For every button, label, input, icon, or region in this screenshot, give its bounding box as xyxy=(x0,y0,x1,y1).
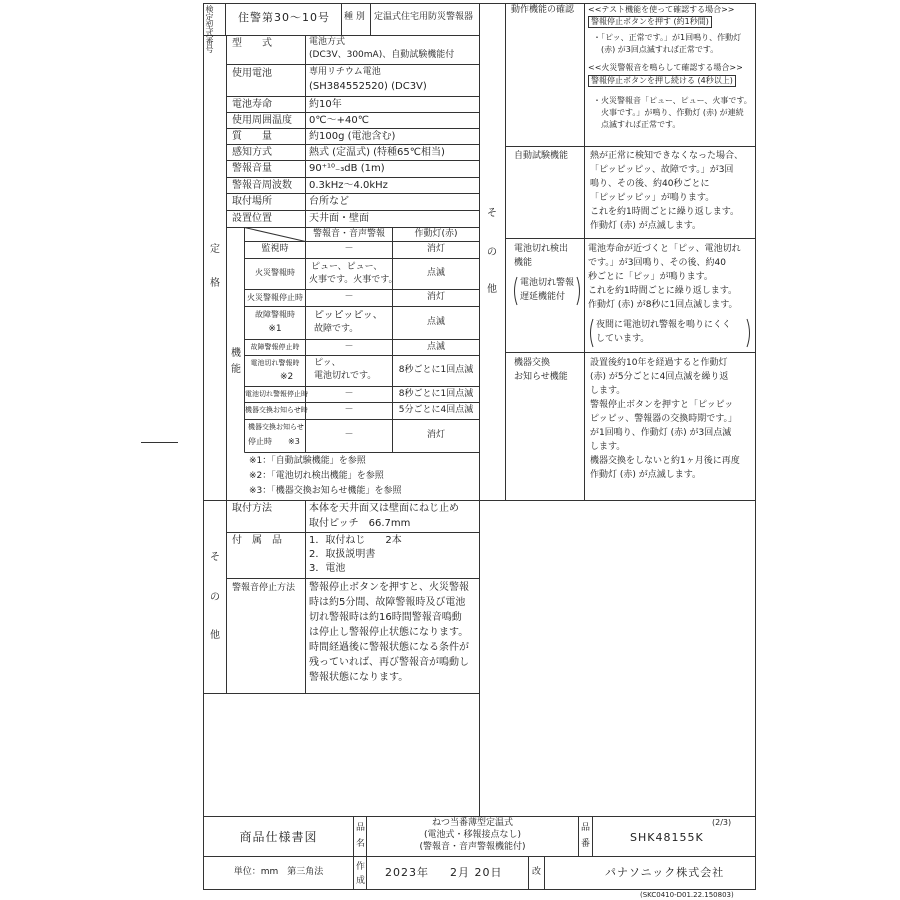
doc-title: 商品仕様書図 xyxy=(239,830,318,844)
other-value: は停止し警報停止状態になります。 xyxy=(309,627,469,638)
func-row-name: 電池切れ警報時 xyxy=(250,359,300,367)
func-row-sound: － xyxy=(344,389,354,399)
replace-desc: (赤) が5分ごとに4回点滅を繰り返 xyxy=(590,372,729,382)
replace-desc: します。 xyxy=(590,442,626,452)
betsu-value: 定温式住宅用防災警報器 xyxy=(374,12,474,22)
spec-label: 警報音量 xyxy=(232,163,272,174)
func-header-lamp: 作動灯(赤) xyxy=(414,229,458,239)
other-value: 警報停止ボタンを押すと、火災警報 xyxy=(309,582,469,593)
auto-desc: 熱が正常に検知できなくなった場合、 xyxy=(590,151,744,161)
func-note: ※3：「機器交換お知らせ機能」を参照 xyxy=(249,486,402,496)
saku-label: 成 xyxy=(356,876,366,886)
other-value: 3．電池 xyxy=(309,563,346,574)
other-value: 時間経過後に警報状態になる条件が xyxy=(309,642,469,653)
func-row-name: 機器交換お知らせ時 xyxy=(245,406,308,414)
spec-value: 台所など xyxy=(309,196,349,207)
func-row-name: 故障警報時 xyxy=(255,310,295,319)
other-value: 警報状態になります。 xyxy=(309,672,409,683)
date-year: 2023年 xyxy=(385,866,429,879)
model-number: SHK48155K xyxy=(630,831,704,844)
unit-label: 単位：mm 第三角法 xyxy=(233,867,324,877)
check-fire-desc: ・火災警報音「ピュー、ピュー、火事です。 xyxy=(593,96,752,105)
check-fire-desc: 点滅すれば正常です。 xyxy=(593,120,681,129)
spec-value: 熱式 (定温式) (特種65℃相当) xyxy=(309,147,445,158)
spec-value: 専用リチウム電池 xyxy=(309,67,381,77)
other-label: 取付方法 xyxy=(232,503,272,514)
func-row-sound: ピュー、ピュー、 xyxy=(311,262,383,272)
auto-desc: 「ピッピッピッ」が鳴ります。 xyxy=(590,193,715,203)
func-row-lamp: 消灯 xyxy=(426,292,445,302)
func-row-name: 監視時 xyxy=(261,244,289,254)
replace-desc: ピッピッ、警報器の交換時期です。」 xyxy=(590,414,738,424)
func-side-label-1: 機 xyxy=(231,348,241,359)
func-row-sound: － xyxy=(344,430,354,440)
func-header-sound: 警報音・音声警報 xyxy=(312,229,385,239)
battery-note: しています。 xyxy=(596,334,650,344)
check-test-desc: ・「ピッ、正常です。」が1回鳴り、作動灯 xyxy=(593,33,742,42)
func-row-name: 火災警報停止時 xyxy=(247,293,303,302)
spec-value: 電池方式 xyxy=(309,37,346,47)
func-row-sound: 火事です。火事です。 xyxy=(309,275,398,285)
battery-sub: 遅延機能付 xyxy=(520,292,566,302)
footer-code: (SKC0410-D01.22.150803) xyxy=(640,891,734,899)
other-left-label-2: の xyxy=(210,592,220,603)
spec-label: 警報音周波数 xyxy=(232,180,292,191)
product-name: (警報音・音声警報機能付) xyxy=(419,842,526,852)
func-row-sound: － xyxy=(344,292,354,302)
replace-desc: 警報停止ボタンを押すと「ピッピッ xyxy=(590,400,734,410)
page-number: (2/3) xyxy=(712,818,732,827)
other-label: 付 属 品 xyxy=(232,535,282,546)
right-section-label-1: そ xyxy=(487,208,497,219)
func-row-lamp: 8秒ごとに1回点滅 xyxy=(398,365,474,375)
other-value: 切れ警報時は約16時間警報音鳴動 xyxy=(309,612,462,623)
corner-label: 検定型式番号 xyxy=(205,5,214,53)
auto-desc: 作動灯 (赤) が点滅します。 xyxy=(590,221,702,231)
replace-desc: 機器交換をしないと約1ヶ月後に再度 xyxy=(590,456,740,466)
battery-desc: これを約1時間ごとに繰り返します。 xyxy=(588,286,738,296)
func-row-lamp: 点滅 xyxy=(426,342,445,352)
other-left-label-1: そ xyxy=(210,552,220,563)
kai-label: 改 xyxy=(532,867,542,877)
section-label-teikaku-1: 定 xyxy=(210,244,220,255)
other-label: 警報音停止方法 xyxy=(232,583,296,593)
other-value: 取付ピッチ 66.7mm xyxy=(309,518,411,529)
func-note: ※1：「自動試験機能」を参照 xyxy=(249,456,366,466)
battery-desc: 秒ごとに「ピッ」が鳴ります。 xyxy=(588,272,713,282)
check-label: 動作機能の確認 xyxy=(511,5,575,15)
spec-value: (DC3V、300mA)、自動試験機能付 xyxy=(309,50,455,60)
func-row-sound: － xyxy=(344,405,354,415)
other-value: 1．取付ねじ 2本 xyxy=(309,535,402,546)
func-row-name: 火災警報時 xyxy=(255,268,295,277)
func-row-lamp: 消灯 xyxy=(426,430,445,440)
spec-label: 質 量 xyxy=(232,131,272,142)
func-row-sound: ピッピッピッ、 xyxy=(314,310,383,321)
check-test-box: 警報停止ボタンを押す (約1秒間) xyxy=(588,16,712,28)
check-test-head: <<テスト機能を使って確認する場合>> xyxy=(588,5,735,14)
battery-desc: 電池寿命が近づくと「ピッ、電池切れ xyxy=(588,244,741,254)
betsu-label: 種 別 xyxy=(344,12,365,22)
other-value: 2．取扱説明書 xyxy=(309,549,376,560)
check-test-desc: (赤) が3回点滅すれば正常です。 xyxy=(593,45,719,54)
check-fire-desc: 火事です。」が鳴り、作動灯 (赤) が連続 xyxy=(593,108,744,117)
replace-label: お知らせ機能 xyxy=(514,372,568,382)
spec-value: 0.3kHz～4.0kHz xyxy=(309,180,388,191)
hin-label: 品 xyxy=(356,823,366,833)
replace-desc: 設置後約10年を経過すると作動灯 xyxy=(590,358,728,368)
spec-label: 電池寿命 xyxy=(232,99,272,110)
other-value: 時は約5分間、故障警報時及び電池 xyxy=(309,597,466,608)
replace-desc: 作動灯 (赤) が点滅します。 xyxy=(590,470,702,480)
spec-value: (SH384552520) (DC3V) xyxy=(309,81,427,92)
replace-label: 機器交換 xyxy=(514,358,551,368)
func-row-name: 停止時 ※3 xyxy=(248,437,300,446)
battery-desc: です。」が3回鳴り、その後、約40 xyxy=(588,258,726,268)
check-fire-box: 警報停止ボタンを押し続ける (4秒以上) xyxy=(588,75,736,87)
date-month-day: 2月 20日 xyxy=(450,866,503,879)
right-section-label-2: の xyxy=(487,247,497,258)
kentei-code: 住警第30～10号 xyxy=(238,11,330,24)
spec-value: 0℃～+40℃ xyxy=(309,115,369,126)
spec-value: 約100g (電池含む) xyxy=(309,131,396,142)
func-row-lamp: 5分ごとに4回点滅 xyxy=(398,405,474,415)
auto-desc: 「ピッピッピッ、故障です。」が3回 xyxy=(590,165,734,175)
other-value: 残っていれば、再び警報音が鳴動し xyxy=(309,657,469,668)
battery-note: 夜間に電池切れ警報を鳴りにくく xyxy=(596,320,732,330)
func-row-lamp: 点滅 xyxy=(426,268,445,278)
saku-label: 作 xyxy=(356,862,366,872)
section-label-teikaku-2: 格 xyxy=(210,278,220,289)
other-value: 本体を天井面又は壁面にねじ止め xyxy=(309,503,459,514)
auto-label: 自動試験機能 xyxy=(514,151,569,161)
replace-desc: します。 xyxy=(590,386,626,396)
battery-desc: 作動灯 (赤) が8秒に1回点滅します。 xyxy=(588,300,738,310)
spec-value: 約10年 xyxy=(309,99,342,110)
spec-label: 設置位置 xyxy=(232,213,272,224)
product-name: ねつ当番薄型定温式 xyxy=(431,818,513,828)
ban-label: 番 xyxy=(581,839,591,849)
ban-label: 品 xyxy=(581,823,591,833)
replace-desc: が1回鳴り、作動灯 (赤) が3回点滅 xyxy=(590,428,732,438)
func-row-lamp: 消灯 xyxy=(426,244,445,254)
check-fire-head: <<火災警報音を鳴らして確認する場合>> xyxy=(588,63,743,72)
spec-value: 天井面・壁面 xyxy=(309,213,369,224)
func-row-sound: － xyxy=(344,244,354,254)
other-left-label-3: 他 xyxy=(210,630,220,641)
func-row-sound: 電池切れです。 xyxy=(314,371,377,381)
func-row-sound: ピッ、 xyxy=(314,358,341,368)
func-row-lamp: 点滅 xyxy=(426,317,445,327)
battery-label: 電池切れ検出 xyxy=(514,244,569,254)
spec-label: 使用電池 xyxy=(232,68,272,79)
auto-desc: 鳴り、その後、約40秒ごとに xyxy=(590,179,710,189)
auto-desc: これを約1時間ごとに繰り返します。 xyxy=(590,207,740,217)
func-row-sound: 故障です。 xyxy=(314,324,359,334)
func-row-sound: － xyxy=(344,342,354,352)
func-side-label-2: 能 xyxy=(231,364,241,375)
hin-label: 名 xyxy=(356,839,366,849)
func-row-name: ※2 xyxy=(280,372,294,382)
func-row-name: 故障警報停止時 xyxy=(250,343,300,351)
spec-label: 取付場所 xyxy=(232,196,272,207)
battery-sub: 電池切れ警報 xyxy=(520,278,575,288)
company-name: パナソニック株式会社 xyxy=(605,866,725,879)
func-note: ※2：「電池切れ検出機能」を参照 xyxy=(249,471,384,481)
spec-label: 使用周囲温度 xyxy=(232,115,292,126)
product-name: (電池式・移報接点なし) xyxy=(423,830,522,840)
func-row-lamp: 8秒ごとに1回点滅 xyxy=(398,389,474,399)
spec-label: 型 式 xyxy=(232,38,272,49)
func-row-name: 機器交換お知らせ xyxy=(248,423,304,431)
func-row-name: 電池切れ警報停止時 xyxy=(245,390,308,398)
func-row-name: ※1 xyxy=(268,324,282,334)
spec-label: 感知方式 xyxy=(232,147,272,158)
battery-label: 機能 xyxy=(514,258,533,268)
right-section-label-3: 他 xyxy=(487,284,497,295)
spec-value: 90⁺¹⁰₋₃dB (1m) xyxy=(309,163,385,174)
